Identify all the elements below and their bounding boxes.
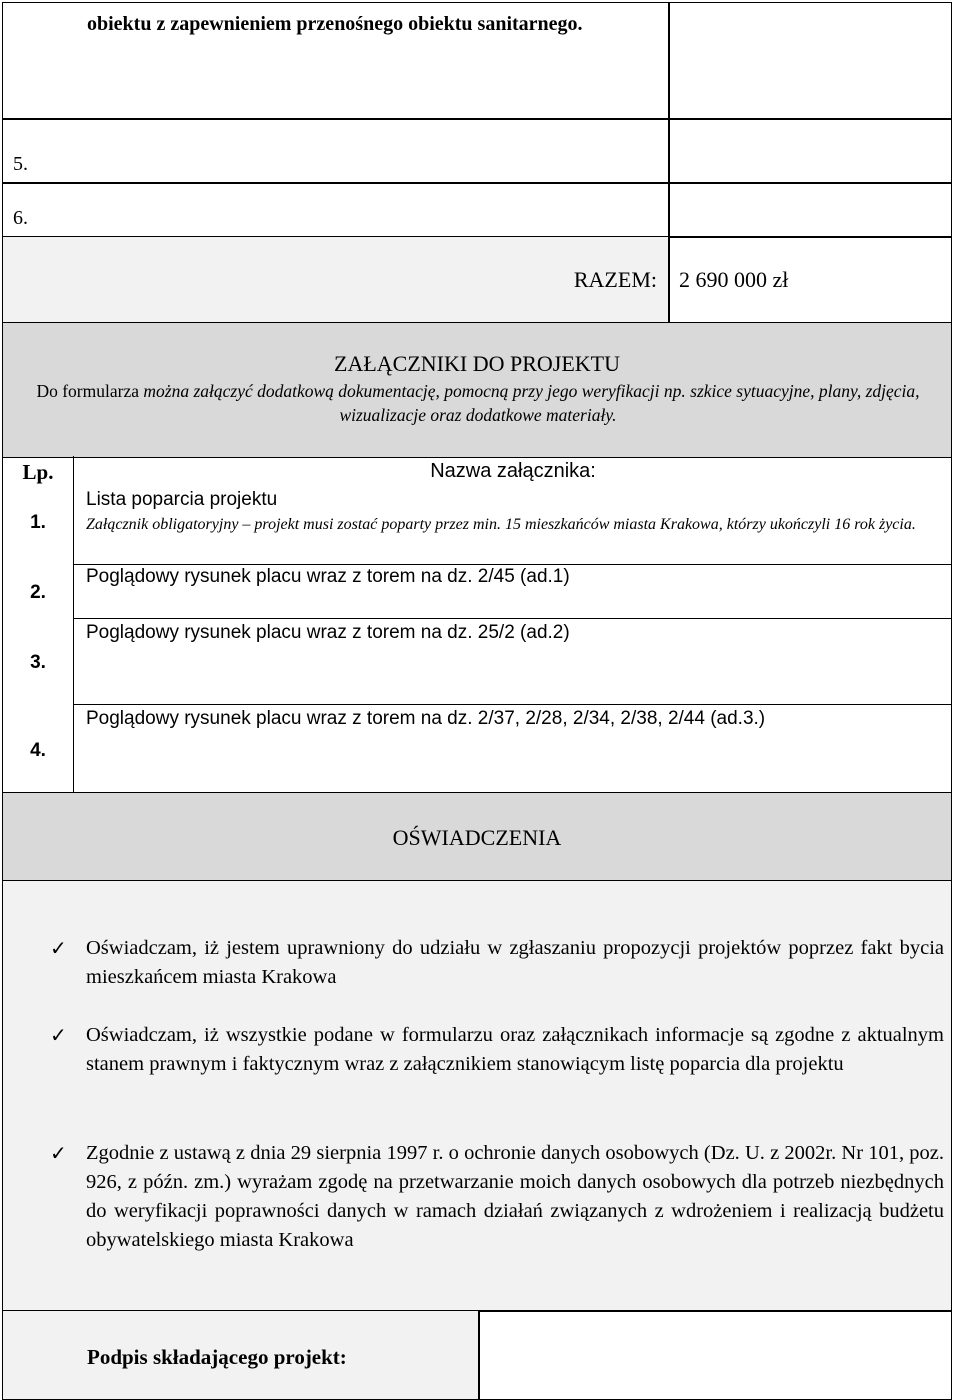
attachment-1-content xyxy=(86,488,936,536)
cost-item-text: obiektu z zapewnieniem przenośnego obiektu sanitarnego. xyxy=(87,13,583,35)
declaration-text: Oświadczam, iż jestem uprawniony do udziału w zgłaszaniu propozycji projektów poprzez fakt bycia mieszkańcem miasta Krakowa xyxy=(86,937,944,988)
attachment-number: 3. xyxy=(30,652,46,673)
col-lp-header: Lp. xyxy=(22,460,54,484)
attachment-plot-ref: 2/45 (ad.1) xyxy=(477,566,570,587)
attachment-3-name xyxy=(86,622,936,644)
total-label: RAZEM: xyxy=(573,267,657,292)
attachment-name: Poglądowy rysunek placu wraz z torem na dz. xyxy=(86,708,473,729)
declarations-header xyxy=(2,792,952,882)
row-number: 6. xyxy=(13,207,28,229)
attachment-number: 1. xyxy=(30,512,46,533)
attachment-number: 4. xyxy=(30,740,46,761)
total-value: 2 690 000 zł xyxy=(679,267,789,292)
attachments-subtitle-italic: można załączyć dodatkową dokumentację, pomocną przy jego weryfikacji np. szkice sytuacyjne, plany, zdjęcia, wizualizacje oraz dodatkowe materiały. xyxy=(143,381,920,425)
attachment-name: Poglądowy rysunek placu wraz z torem na dz. xyxy=(86,622,473,643)
declaration-text: Oświadczam, iż wszystkie podane w formularzu oraz załącznikach informacje są zgodne z aktualnym stanem prawnym i faktycznym wraz z załącznikiem stanowiącym listę poparcia dla projektu xyxy=(86,1024,944,1075)
total-value-cell xyxy=(668,236,952,324)
cost-value-cell xyxy=(668,2,952,120)
cost-row-5 xyxy=(2,118,670,184)
declaration-text: Zgodnie z ustawą z dnia 29 sierpnia 1997 r. o ochronie danych osobowych (Dz. U. z 2002r. Nr 101, poz. 926, z późn. zm.) wyrażam zgodę na przetwarzanie moich danych osobowych dla potrzeb niezbędnych do weryfikacji poprawności danych w ramach działań związanych z wdrożeniem i realizacją budżetu obywatelskiego miasta Krakowa xyxy=(86,1142,944,1251)
total-label-cell xyxy=(2,236,670,324)
attachment-1-title: Lista poparcia projektu xyxy=(86,489,278,510)
attachments-subtitle-plain: Do formularza xyxy=(36,381,144,401)
declaration-item-1 xyxy=(50,934,944,992)
signature-field[interactable] xyxy=(478,1310,952,1400)
declaration-item-2 xyxy=(50,1021,944,1079)
checkmark-icon: ✓ xyxy=(50,1141,67,1165)
attachment-plot-ref: 2/37, 2/28, 2/34, 2/38, 2/44 (ad.3.) xyxy=(477,708,766,729)
cost-row-5-value xyxy=(668,118,952,184)
cost-row-6-value xyxy=(668,182,952,238)
attachments-title: ZAŁĄCZNIKI DO PROJEKTU xyxy=(334,351,620,376)
attachment-number: 2. xyxy=(30,582,46,603)
declaration-item-3 xyxy=(50,1139,944,1255)
cost-item-cell xyxy=(2,2,670,120)
attachment-2-name xyxy=(86,566,936,588)
declarations-title: OŚWIADCZENIA xyxy=(392,825,562,850)
attachment-name: Poglądowy rysunek placu wraz z torem na dz. xyxy=(86,566,473,587)
cost-row-6 xyxy=(2,182,670,238)
checkmark-icon: ✓ xyxy=(50,1023,67,1047)
col-name-header: Nazwa załącznika: xyxy=(430,460,596,482)
attachment-plot-ref: 25/2 (ad.2) xyxy=(477,622,570,643)
signature-label-cell xyxy=(2,1310,480,1400)
attachment-4-name xyxy=(86,708,936,730)
row-number: 5. xyxy=(13,153,28,175)
signature-label: Podpis składającego projekt: xyxy=(87,1345,347,1369)
checkmark-icon: ✓ xyxy=(50,936,67,960)
attachments-subtitle xyxy=(15,379,941,427)
attachment-1-note: Załącznik obligatoryjny – projekt musi zostać poparty przez min. 15 mieszkańców miasta Krakowa, którzy ukończyli 16 rok życia. xyxy=(86,516,916,533)
attachments-header xyxy=(2,322,952,458)
